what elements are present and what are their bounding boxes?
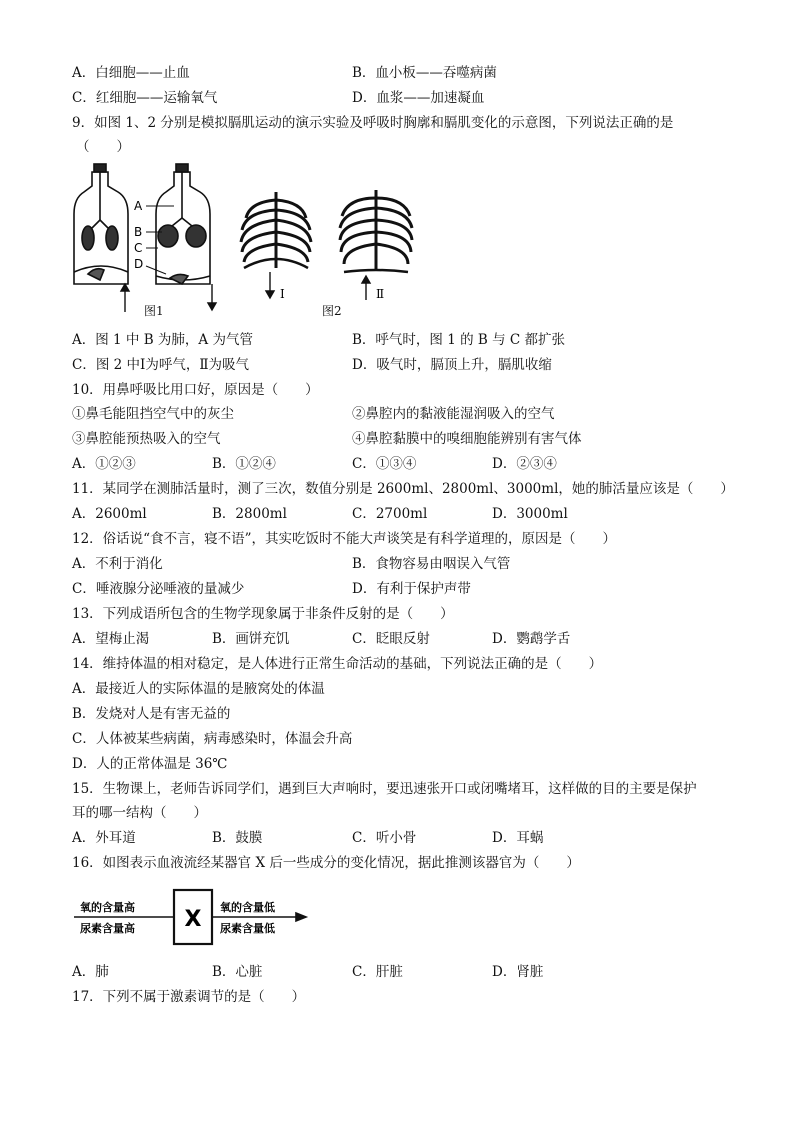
q9-option-c: C．图 2 中Ⅰ为呼气，Ⅱ为吸气 <box>72 357 250 373</box>
q12-option-c: C．唾液腺分泌唾液的量减少 <box>72 581 245 597</box>
q9-option-d: D．吸气时，膈顶上升，膈肌收缩 <box>352 357 552 373</box>
q16-option-d: D．肾脏 <box>492 964 544 980</box>
q12-stem: 12．俗话说“食不言，寝不语”，其实吃饭时不能大声谈笑是有科学道理的，原因是（ ） <box>72 531 616 547</box>
q9-answer-paren: （ ） <box>76 139 130 155</box>
q10-item-3: ③鼻腔能预热吸入的空气 <box>72 431 221 447</box>
q9-option-b: B．呼气时，图 1 的 B 与 C 都扩张 <box>352 332 566 348</box>
q8-option-c: C．红细胞——运输氧气 <box>72 90 218 106</box>
q16-option-a: A．肺 <box>72 964 109 980</box>
q10-stem: 10．用鼻呼吸比用口好，原因是（ ） <box>72 382 319 398</box>
hand-arrow-down <box>208 284 216 310</box>
hand-arrow-up <box>121 284 129 312</box>
arrow-ii <box>362 276 370 300</box>
organ-x-label: X <box>184 907 202 932</box>
q16-option-c: C．肝脏 <box>352 964 403 980</box>
q14-option-c: C．人体被某些病菌，病毒感染时，体温会升高 <box>72 731 353 747</box>
q15-stem-line1: 15．生物课上，老师告诉同学们，遇到巨大声响时，要迅速张开口或闭嘴堵耳，这样做的目的主要是保护 <box>72 781 697 797</box>
q16-figure <box>72 886 312 948</box>
q9-option-a: A．图 1 中 B 为肺，A 为气管 <box>72 332 253 348</box>
arrow-ii-label: Ⅱ <box>376 287 385 301</box>
q14-stem: 14．维持体温的相对稳定，是人体进行正常生命活动的基础，下列说法正确的是（ ） <box>72 656 603 672</box>
q8-option-d: D．血浆——加速凝血 <box>352 90 485 106</box>
label-d: D <box>134 257 144 271</box>
q15-option-a: A．外耳道 <box>72 830 136 846</box>
q13-option-a: A．望梅止渴 <box>72 631 150 647</box>
q10-option-a: A．①②③ <box>72 456 136 472</box>
q15-option-c: C．听小骨 <box>352 830 417 846</box>
q13-option-c: C．眨眼反射 <box>352 631 430 647</box>
q9-stem: 9．如图 1、2 分别是模拟膈肌运动的演示实验及呼吸时胸廓和膈肌变化的示意图，下列说法正确的是 <box>72 115 674 131</box>
q17-stem: 17．下列不属于激素调节的是（ ） <box>72 989 306 1005</box>
fig1-caption: 图1 <box>144 304 164 318</box>
q12-option-b: B．食物容易由咽误入气管 <box>352 556 511 572</box>
q16-stem: 16．如图表示血液流经某器官 X 后一些成分的变化情况，据此推测该器官为（ ） <box>72 855 580 871</box>
q10-option-c: C．①③④ <box>352 456 417 472</box>
q10-option-d: D．②③④ <box>492 456 557 472</box>
q10-item-1: ①鼻毛能阻挡空气中的灰尘 <box>72 406 234 422</box>
fig2-caption: 图2 <box>322 304 342 318</box>
q9-figure-2 <box>236 188 416 308</box>
q11-option-a: A．2600ml <box>72 506 147 522</box>
q16-option-b: B．心脏 <box>212 964 263 980</box>
q15-stem-line2: 耳的哪一结构（ ） <box>72 805 207 821</box>
right-bottom-label: 尿素含量低 <box>220 922 275 935</box>
q13-option-b: B．画饼充饥 <box>212 631 290 647</box>
arrow-i-label: Ⅰ <box>280 287 285 301</box>
q14-option-a: A．最接近人的实际体温的是腋窝处的体温 <box>72 681 325 697</box>
rib-cage-inhale <box>340 190 412 272</box>
q15-option-b: B．鼓膜 <box>212 830 263 846</box>
q10-item-2: ②鼻腔内的黏液能湿润吸入的空气 <box>352 406 555 422</box>
left-bottom-label: 尿素含量高 <box>80 922 135 935</box>
q9-figure-1 <box>70 162 230 320</box>
q10-item-4: ④鼻腔黏膜中的嗅细胞能辨别有害气体 <box>352 431 582 447</box>
q10-option-b: B．①②④ <box>212 456 276 472</box>
bell-jar-right <box>156 164 210 284</box>
q12-option-d: D．有利于保护声带 <box>352 581 471 597</box>
label-c: C <box>134 241 143 255</box>
q11-option-c: C．2700ml <box>352 506 428 522</box>
q8-option-a: A．白细胞——止血 <box>72 65 190 81</box>
label-a: A <box>134 199 143 213</box>
bell-jar-left <box>74 164 128 284</box>
q11-stem: 11．某同学在测肺活量时，测了三次，数值分别是 2600ml、2800ml、3000ml，她的肺活量应该是（ ） <box>72 481 734 497</box>
q14-option-d: D．人的正常体温是 36℃ <box>72 756 228 772</box>
q13-stem: 13．下列成语所包含的生物学现象属于非条件反射的是（ ） <box>72 606 454 622</box>
right-top-label: 氧的含量低 <box>220 901 275 914</box>
label-b: B <box>134 225 143 239</box>
q14-option-b: B．发烧对人是有害无益的 <box>72 706 231 722</box>
rib-cage-exhale <box>241 192 311 268</box>
q11-option-b: B．2800ml <box>212 506 287 522</box>
left-top-label: 氧的含量高 <box>80 901 135 914</box>
q8-option-b: B．血小板——吞噬病菌 <box>352 65 497 81</box>
q12-option-a: A．不利于消化 <box>72 556 163 572</box>
q13-option-d: D．鹦鹉学舌 <box>492 631 571 647</box>
q15-option-d: D．耳蜗 <box>492 830 544 846</box>
q11-option-d: D．3000ml <box>492 506 568 522</box>
arrow-i <box>266 272 274 298</box>
